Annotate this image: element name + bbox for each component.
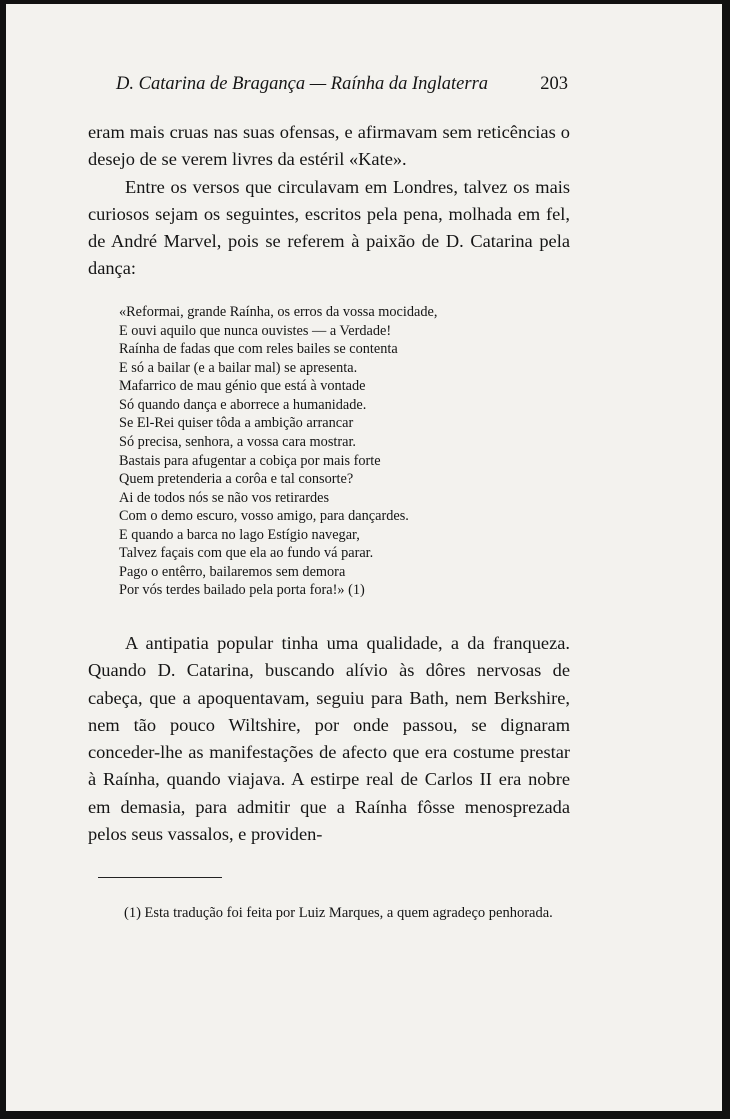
poem-line: Só quando dança e aborrece a humanidade. [119, 396, 367, 413]
footnote: (1) Esta tradução foi feita por Luiz Marques, a quem agradeço penhorada. [124, 905, 553, 921]
poem-block [119, 303, 539, 600]
poem-line: E ouvi aquilo que nunca ouvistes — a Verdade! [119, 322, 392, 339]
book-page [6, 4, 722, 1111]
paragraph-intro-verses: Entre os versos que circulavam em Londres, talvez os mais curiosos sejam os seguintes, escritos pela pena, molhada em fel, de André Marvel, pois se referem à paixão de D. Catarina pela dança: [88, 176, 570, 279]
poem-line: Só precisa, senhora, a vossa cara mostrar. [119, 433, 357, 450]
running-head [116, 74, 568, 95]
page-content [6, 4, 722, 1111]
poem-line: Pago o entêrro, bailaremos sem demora [119, 563, 346, 580]
poem-line: Talvez façais com que ela ao fundo vá parar. [119, 545, 374, 562]
poem-line: Por vós terdes bailado pela porta fora!» (1) [119, 582, 365, 599]
poem-line: Ai de todos nós se não vos retirardes [119, 489, 330, 506]
paragraph-antipathy: A antipatia popular tinha uma qualidade, a da franqueza. Quando D. Catarina, buscando alívio às dôres nervosas de cabeça, que a apoquentavam, seguiu para Bath, nem Berkshire, nem tão pouco Wiltshire, por onde passou, se dignaram conceder-lhe as manifestações de afecto que era costume prestar à Raínha, quando viajava. A estirpe real de Carlos II era nobre em demasia, para admitir que a Raínha fôsse menosprezada pelos seus vassalos, e providen- [88, 633, 570, 845]
poem-line: Bastais para afugentar a cobiça por mais forte [119, 452, 381, 469]
paragraph-continued: eram mais cruas nas suas ofensas, e afirmavam sem reticências o desejo de se verem livres da estéril «Kate». [88, 122, 570, 170]
page-number: 203 [540, 74, 568, 94]
body-text-top [88, 119, 570, 283]
poem-line: Raínha de fadas que com reles bailes se contenta [119, 341, 398, 358]
poem-line: Se El-Rei quiser tôda a ambição arrancar [119, 415, 354, 432]
poem-line: E só a bailar (e a bailar mal) se apresenta. [119, 359, 358, 376]
footnote-rule [98, 877, 222, 878]
poem-line: E quando a barca no lago Estígio navegar, [119, 526, 360, 543]
body-text-bottom [88, 630, 570, 848]
poem-line: Com o demo escuro, vosso amigo, para dançardes. [119, 508, 409, 525]
poem-line: Mafarrico de mau génio que está à vontade [119, 378, 366, 395]
poem-line: Quem pretenderia a corôa e tal consorte? [119, 471, 354, 488]
running-head-title: D. Catarina de Bragança — Raínha da Inglaterra [116, 74, 489, 94]
poem-line: «Reformai, grande Raínha, os erros da vossa mocidade, [119, 304, 438, 320]
